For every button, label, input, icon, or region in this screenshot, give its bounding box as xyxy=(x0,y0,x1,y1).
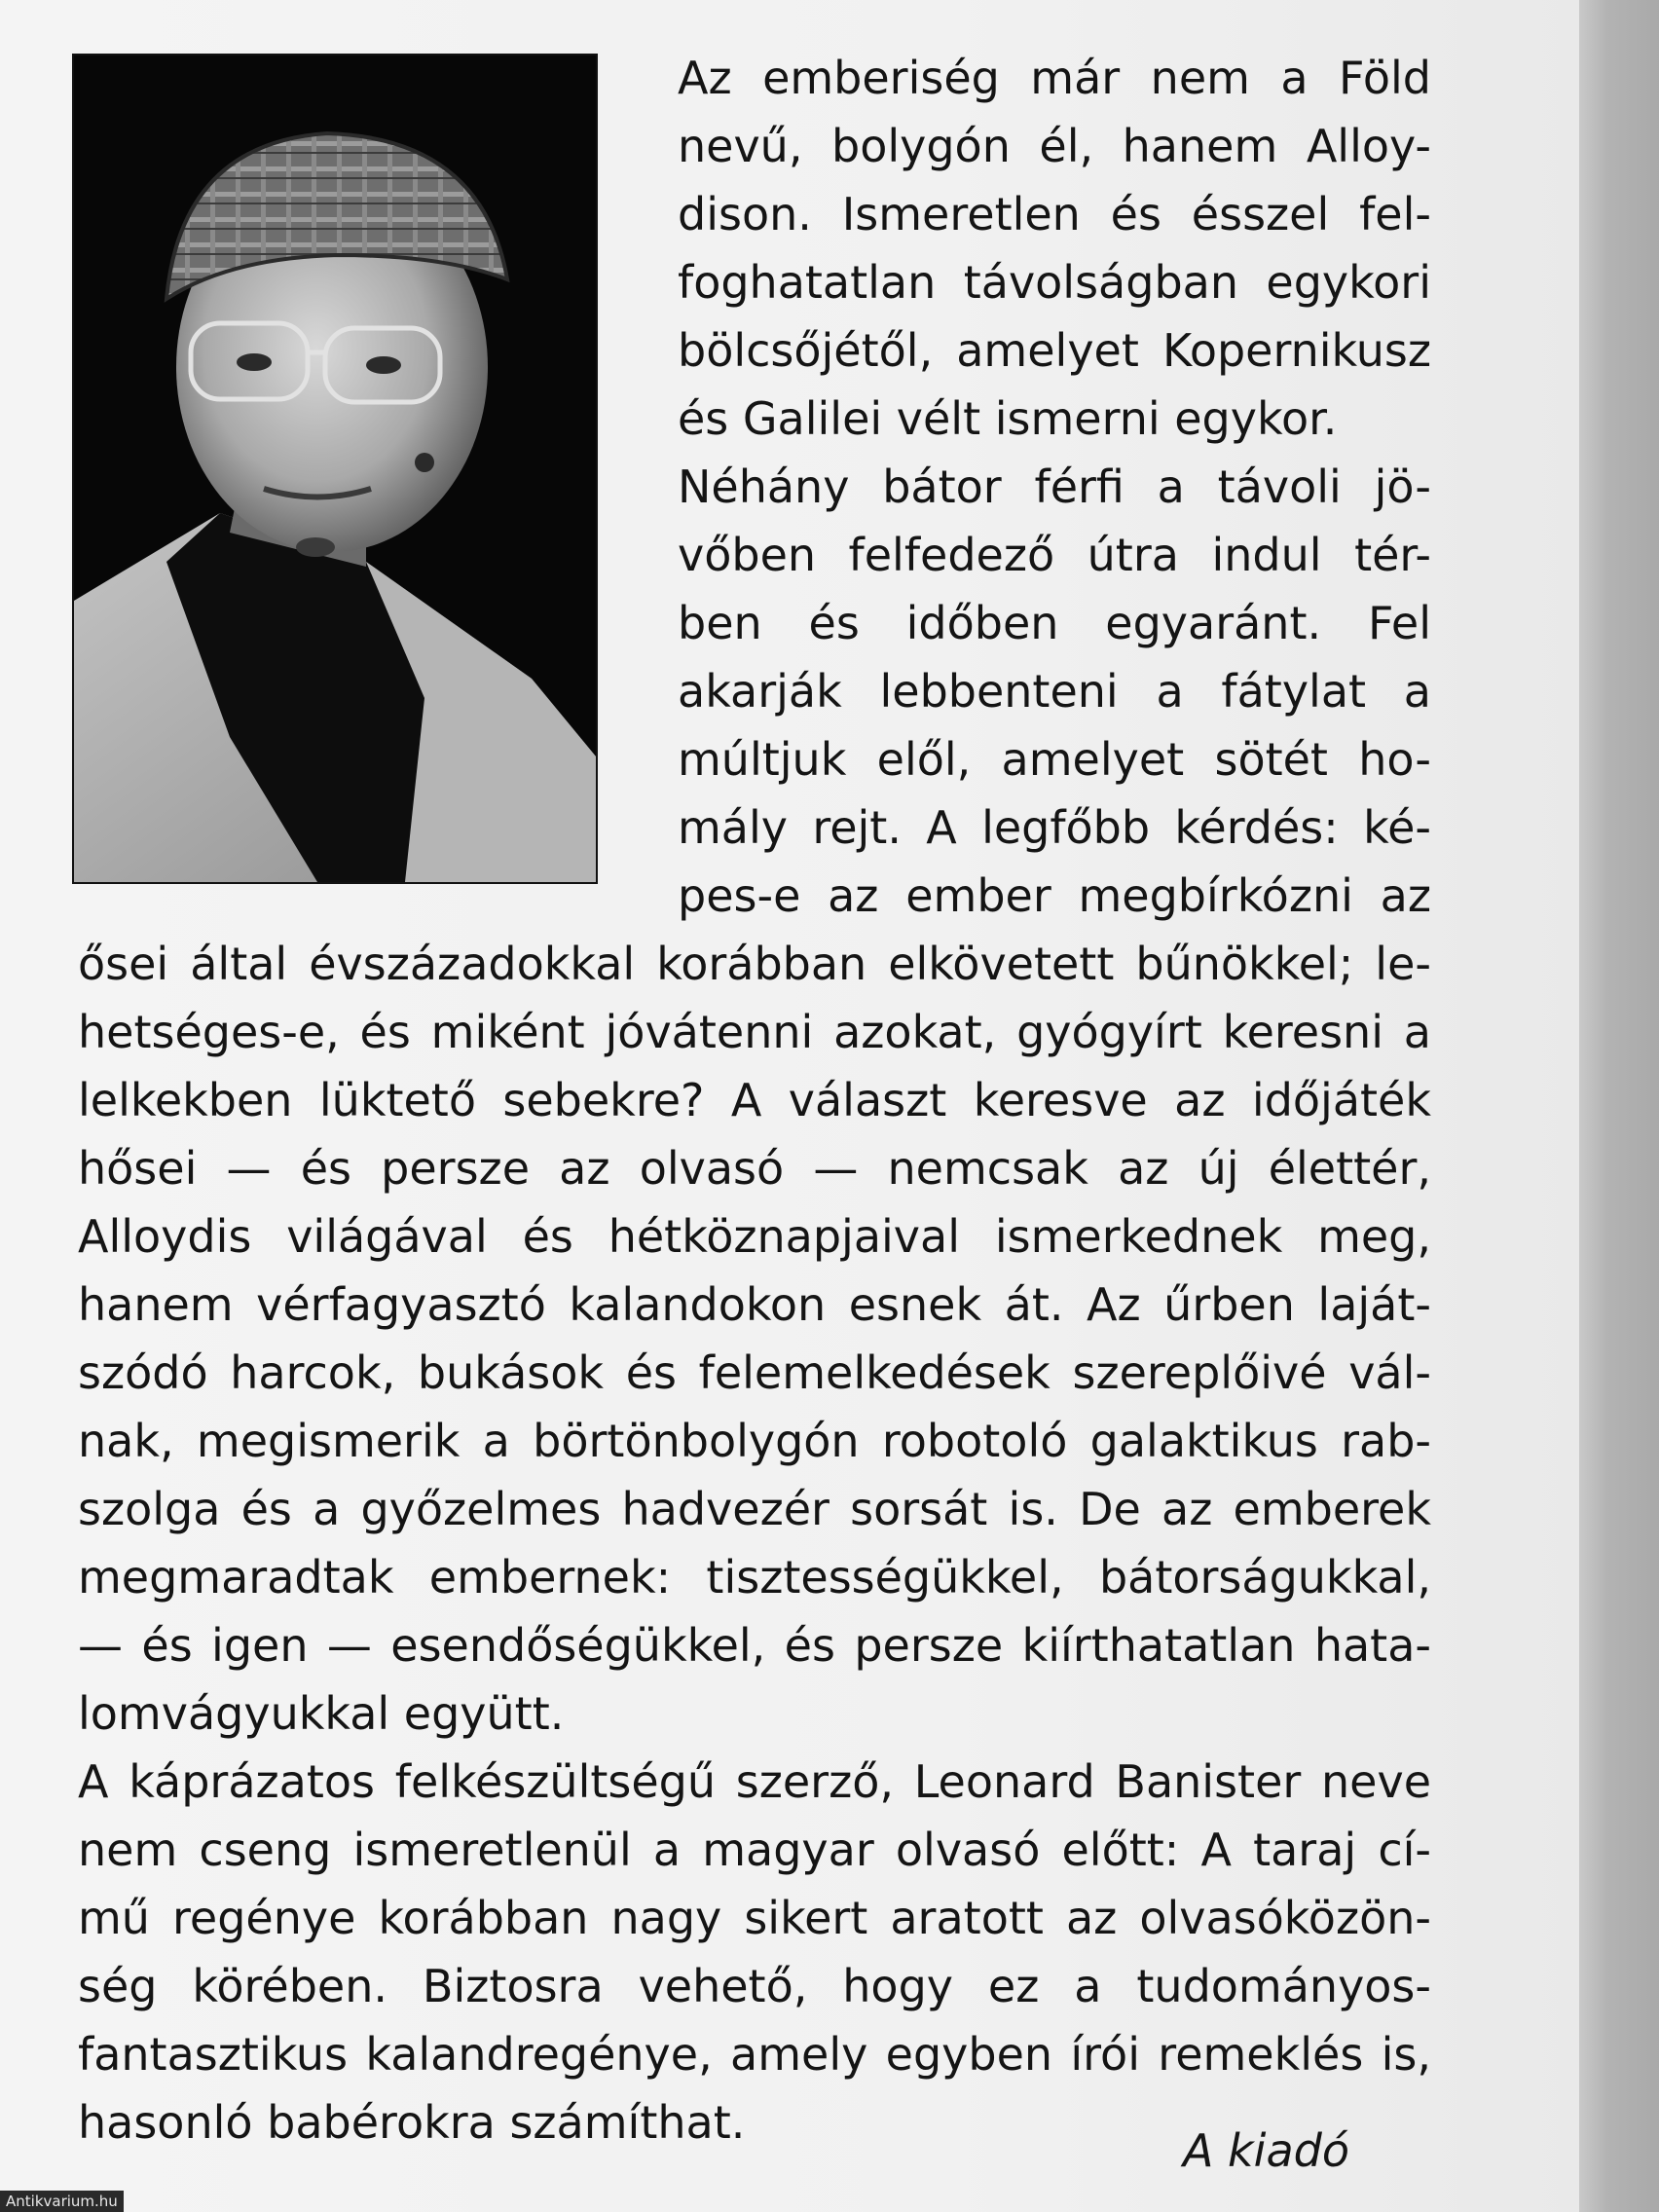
text-line: akarják lebbenteni a fátylat a xyxy=(678,665,1431,718)
text-line: lomvágyukkal együtt. xyxy=(78,1687,565,1740)
text-line: hasonló babérokra számíthat. xyxy=(78,2096,746,2149)
text-line: ben és időben egyaránt. Fel xyxy=(678,597,1431,649)
text-line: és Galilei vélt ismerni egykor. xyxy=(678,392,1338,445)
text-line: hanem vérfagyasztó kalandokon esnek át. Az űrben laját- xyxy=(78,1278,1431,1331)
author-portrait-image xyxy=(74,55,596,882)
text-line: vőben felfedező útra indul tér- xyxy=(678,529,1431,581)
text-line: múltjuk elől, amelyet sötét ho- xyxy=(678,733,1431,786)
publisher-signature: A kiadó xyxy=(1182,2124,1349,2177)
text-line: Néhány bátor férfi a távoli jö- xyxy=(678,461,1431,513)
author-portrait-photo xyxy=(72,54,598,884)
text-line: szódó harcok, bukások és felemelkedések szereplőivé vál- xyxy=(78,1346,1431,1399)
text-line: szolga és a győzelmes hadvezér sorsát is. De az emberek xyxy=(78,1483,1431,1535)
text-line: fantasztikus kalandregénye, amely egyben írói remeklés is, xyxy=(78,2028,1431,2081)
page-edge-shadow xyxy=(1579,0,1659,2212)
text-line: nem cseng ismeretlenül a magyar olvasó előtt: A taraj cí- xyxy=(78,1824,1431,1876)
text-line: pes-e az ember megbírkózni az xyxy=(678,869,1431,922)
text-line: lelkekben lüktető sebekre? A választ keresve az időjáték xyxy=(78,1074,1431,1126)
text-line: mű regénye korábban nagy sikert aratott az olvasóközön- xyxy=(78,1892,1431,1944)
text-line: hősei — és persze az olvasó — nemcsak az új élettér, xyxy=(78,1142,1431,1195)
text-line: ősei által évszázadokkal korábban elkövetett bűnökkel; le- xyxy=(78,938,1431,990)
text-line: Az emberiség már nem a Föld xyxy=(678,52,1431,104)
text-line: — és igen — esendőségükkel, és persze kiírthatatlan hata- xyxy=(78,1619,1431,1672)
text-line: foghatatlan távolságban egykori xyxy=(678,256,1431,309)
text-line: mály rejt. A legfőbb kérdés: ké- xyxy=(678,801,1431,854)
text-line: ség körében. Biztosra vehető, hogy ez a tudományos- xyxy=(78,1960,1431,2012)
text-line: dison. Ismeretlen és ésszel fel- xyxy=(678,188,1431,240)
text-line: nak, megismerik a börtönbolygón robotoló galaktikus rab- xyxy=(78,1415,1431,1467)
text-line: hetséges-e, és miként jóvátenni azokat, gyógyírt keresni a xyxy=(78,1006,1431,1058)
text-line: bölcsőjétől, amelyet Kopernikusz xyxy=(678,324,1431,377)
watermark: Antikvarium.hu xyxy=(0,2191,124,2212)
text-line: Alloydis világával és hétköznapjaival ismerkednek meg, xyxy=(78,1210,1431,1263)
text-line: nevű, bolygón él, hanem Alloy- xyxy=(678,120,1431,172)
text-line: megmaradtak embernek: tisztességükkel, bátorságukkal, xyxy=(78,1551,1431,1604)
text-line: A káprázatos felkészültségű szerző, Leonard Banister neve xyxy=(78,1755,1431,1808)
